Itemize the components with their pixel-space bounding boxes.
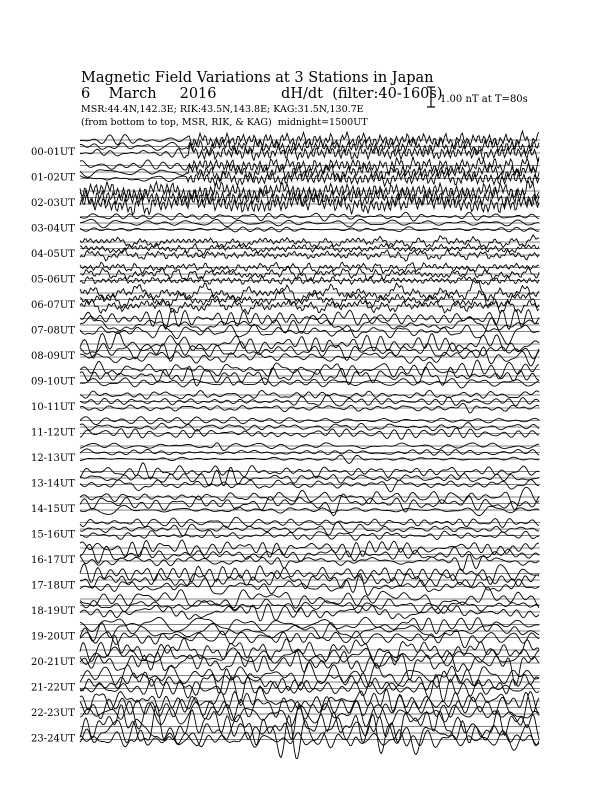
- hour-label: 19-20UT: [31, 631, 75, 643]
- hour-label: 14-15UT: [31, 504, 75, 515]
- trace-msr: [80, 347, 539, 366]
- trace-kag: [80, 390, 539, 399]
- hour-label: 00-01UT: [31, 147, 75, 158]
- date-day: 6: [81, 86, 91, 102]
- trace-rik: [80, 449, 539, 455]
- trace-rik: [80, 266, 539, 281]
- hour-label: 23-24UT: [31, 733, 75, 745]
- filter-label: (filter:40-160s): [332, 86, 443, 102]
- hour-label: 03-04UT: [31, 223, 75, 235]
- hour-label: 01-02UT: [31, 172, 75, 184]
- trace-msr: [80, 574, 539, 596]
- quantity-label: dH/dt: [281, 86, 323, 102]
- hour-label: 02-03UT: [31, 198, 75, 209]
- hour-label: 04-05UT: [31, 249, 75, 260]
- midnight-note: midnight=1500UT: [277, 117, 368, 128]
- trace-kag: [80, 463, 539, 479]
- hour-label: 09-10UT: [31, 376, 75, 388]
- chart-title: Magnetic Field Variations at 3 Stations in Japan: [81, 70, 434, 86]
- trace-kag: [80, 487, 539, 509]
- hour-label: 22-23UT: [31, 708, 75, 719]
- trace-msr: [80, 299, 539, 314]
- hour-label: 08-09UT: [31, 351, 75, 362]
- trace-kag: [80, 262, 539, 274]
- hour-label: 13-14UT: [31, 478, 75, 490]
- hour-label: 11-12UT: [31, 427, 75, 439]
- trace-kag: [80, 686, 539, 713]
- hour-label: 21-22UT: [31, 682, 75, 694]
- hour-label: 17-18UT: [31, 580, 75, 592]
- trace-msr: [80, 480, 539, 492]
- hour-label: 06-07UT: [31, 300, 75, 311]
- hour-label: 16-17UT: [31, 555, 75, 566]
- scale-label: 1.00 nT at T=80s: [440, 94, 528, 105]
- date-year: 2016: [179, 86, 217, 102]
- hour-label: 15-16UT: [31, 529, 75, 541]
- hour-label: 07-08UT: [31, 325, 75, 337]
- hour-label: 18-19UT: [31, 606, 75, 617]
- hour-label: 20-21UT: [31, 657, 75, 668]
- trace-msr: [80, 554, 539, 571]
- stations-line: MSR:44.4N,142.3E; RIK:43.5N,143.8E; KAG:31.5N,130.7E: [81, 104, 364, 115]
- trace-rik: [80, 219, 539, 228]
- trace-msr: [80, 318, 539, 345]
- date-month: March: [108, 86, 157, 102]
- hour-label: 12-13UT: [31, 453, 75, 464]
- hour-label: 05-06UT: [31, 274, 75, 286]
- trace-msr: [80, 505, 539, 515]
- trace-kag: [80, 587, 539, 610]
- order-note: (from bottom to top, MSR, RIK, & KAG): [81, 117, 272, 128]
- hour-label: 10-11UT: [31, 402, 75, 413]
